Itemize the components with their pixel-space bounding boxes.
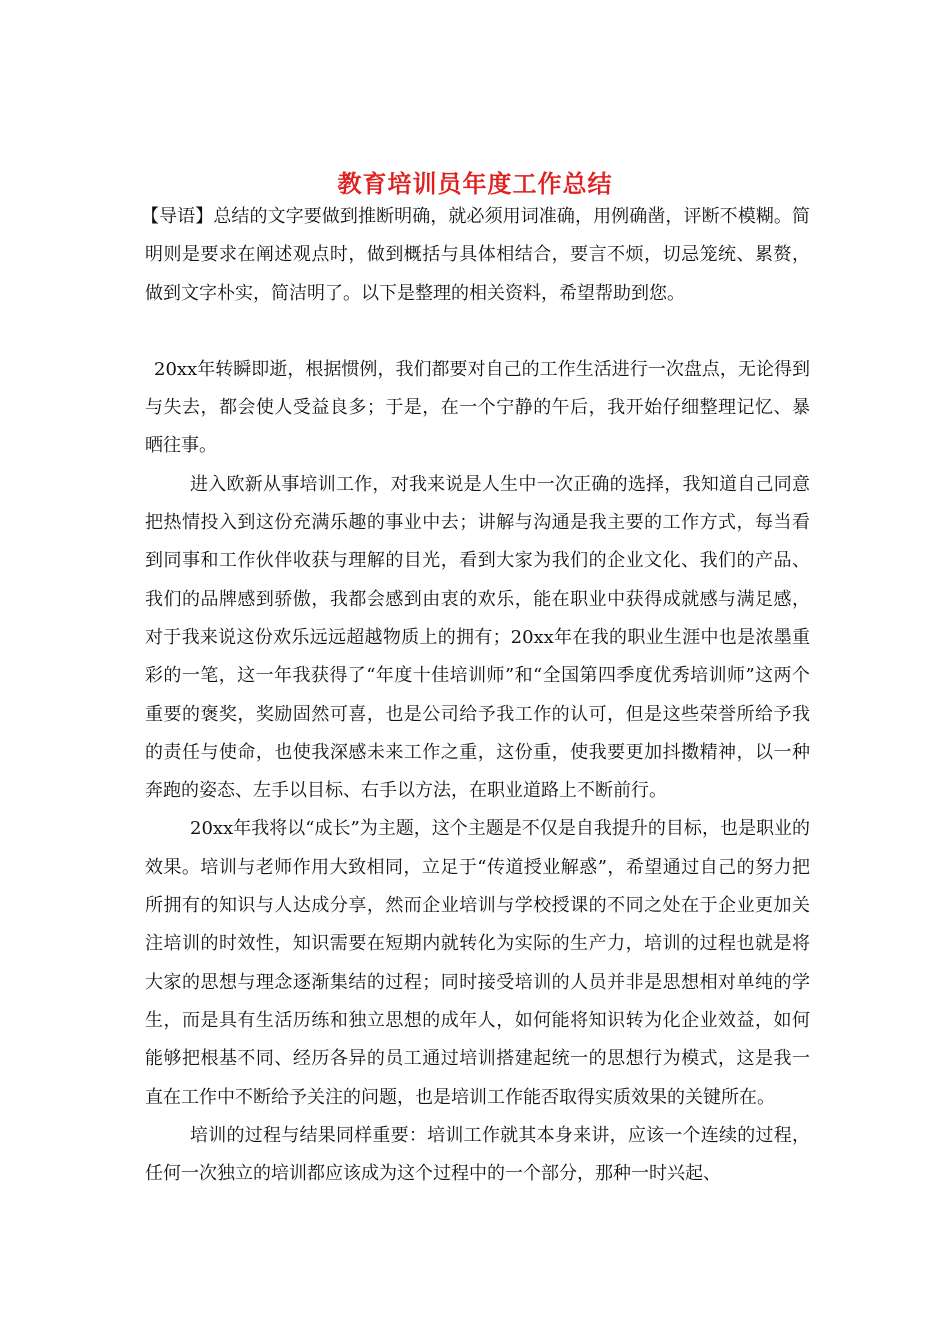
- document-body: [141, 198, 810, 1193]
- body-paragraph-1: 20xx年转瞬即逝，根据惯例，我们都要对自己的工作生活进行一次盘点，无论得到与失去，都会使人受益良多；于是，在一个宁静的午后，我开始仔细整理记忆、暴晒往事。: [145, 358, 810, 457]
- body-paragraph-4: 培训的过程与结果同样重要：培训工作就其本身来讲，应该一个连续的过程，任何一次独立的培训都应该成为这个过程中的一个部分，那种一时兴起、: [145, 1124, 810, 1185]
- document-title: 教育培训员年度工作总结: [337, 169, 613, 199]
- intro-paragraph: 【导语】总结的文字要做到推断明确，就必须用词准确，用例确凿，评断不模糊。简明则是要求在阐述观点时，做到概括与具体相结合，要言不烦，切忌笼统、累赘，做到文字朴实，简洁明了。以下是整理的相关资料，希望帮助到您。: [141, 206, 810, 304]
- body-paragraph-2: 进入欧新从事培训工作，对我来说是人生中一次正确的选择，我知道自己同意把热情投入到这份充满乐趣的事业中去；讲解与沟通是我主要的工作方式，每当看到同事和工作伙伴收获与理解的目光，看到大家为我们的企业文化、我们的产品、我们的品牌感到骄傲，我都会感到由衷的欢乐，能在职业中获得成就感与满足感，对于我来说这份欢乐远远超越物质上的拥有；20xx年在我的职业生涯中也是浓墨重彩的一笔，这一年我获得了“年度十佳培训师”和“全国第四季度优秀培训师”这两个重要的褒奖，奖励固然可喜，也是公司给予我工作的认可，但是这些荣誉所给予我的责任与使命，也使我深感未来工作之重，这份重，使我要更加抖擞精神，以一种奔跑的姿态、左手以目标、右手以方法，在职业道路上不断前行。: [145, 473, 810, 802]
- body-paragraph-3: 20xx年我将以“成长”为主题，这个主题是不仅是自我提升的目标，也是职业的效果。培训与老师作用大致相同，立足于“传道授业解惑”，希望通过自己的努力把所拥有的知识与人达成分享，然而企业培训与学校授课的不同之处在于企业更加关注培训的时效性，知识需要在短期内就转化为实际的生产力，培训的过程也就是将大家的思想与理念逐渐集结的过程；同时接受培训的人员并非是思想相对单纯的学生，而是具有生活历练和独立思想的成年人，如何能将知识转为化企业效益，如何能够把根基不同、经历各异的员工通过培训搭建起统一的思想行为模式，这是我一直在工作中不断给予关注的问题，也是培训工作能否取得实质效果的关键所在。: [145, 818, 810, 1108]
